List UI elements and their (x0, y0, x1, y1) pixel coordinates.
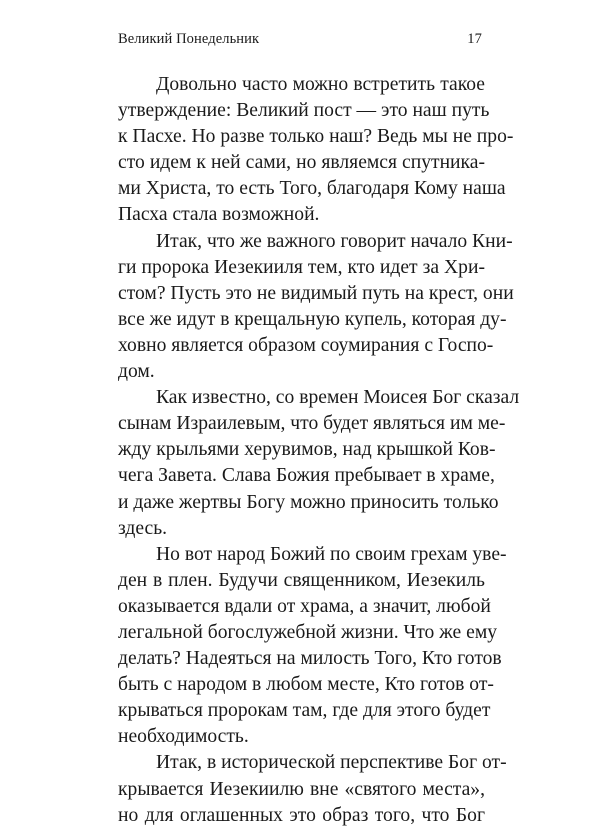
text-line: дом. (118, 361, 155, 383)
text-line: здесь. (118, 517, 168, 539)
text-line: легальной богослужебной жизни. Что же ему (118, 621, 498, 643)
text-line: быть с народом в любом месте, Кто готов от- (118, 674, 494, 696)
text-line: крываться пророкам там, где для этого будет (118, 700, 491, 722)
text-line: оказывается вдали от храма, а значит, любой (118, 595, 491, 617)
text-line: Итак, что же важного говорит начало Кни- (156, 230, 513, 252)
text-line: ми Христа, то есть Того, благодаря Кому наша (118, 178, 506, 200)
text-line: сынам Израилевым, что будет являться им ме- (118, 413, 506, 435)
text-line: Пасха стала возможной. (118, 204, 320, 226)
text-line: сто идем к ней сами, но являемся спутника- (118, 152, 485, 174)
text-line: жду крыльями херувимов, над крышкой Ков- (118, 439, 496, 461)
text-line: и даже жертвы Богу можно приносить только (118, 491, 499, 513)
text-line: ден в плен. Будучи священником, Иезекиль (118, 569, 485, 591)
text-line: к Пасхе. Но разве только наш? Ведь мы не про- (118, 126, 514, 148)
text-line: утверждение: Великий пост — это наш путь (118, 100, 490, 122)
text-line: крывается Иезекиилю вне «святого места», (118, 778, 485, 800)
page-number: 17 (467, 31, 482, 47)
text-line: необходимость. (118, 726, 249, 748)
body-text (118, 72, 520, 829)
text-line: но для оглашенных это образ того, что Бог (118, 804, 485, 826)
text-line: Но вот народ Божий по своим грехам уве- (156, 543, 507, 565)
text-line: все же идут в крещальную купель, которая ду- (118, 308, 507, 330)
text-line: ховно является образом соумирания с Госпо- (118, 334, 494, 356)
text-line: делать? Надеяться на милость Того, Кто готов (118, 648, 502, 670)
text-line: Итак, в исторической перспективе Бог от- (156, 752, 507, 774)
running-title: Великий Понедельник (118, 31, 260, 47)
text-line: стом? Пусть это не видимый путь на крест, они (118, 282, 514, 304)
text-line: Довольно часто можно встретить такое (156, 74, 485, 95)
text-line: Как известно, со времен Моисея Бог сказал (156, 387, 520, 409)
running-header (118, 31, 482, 51)
text-line: чега Завета. Слава Божия пребывает в храме, (118, 465, 495, 487)
text-line: ги пророка Иезекииля тем, кто идет за Хри- (118, 256, 485, 278)
